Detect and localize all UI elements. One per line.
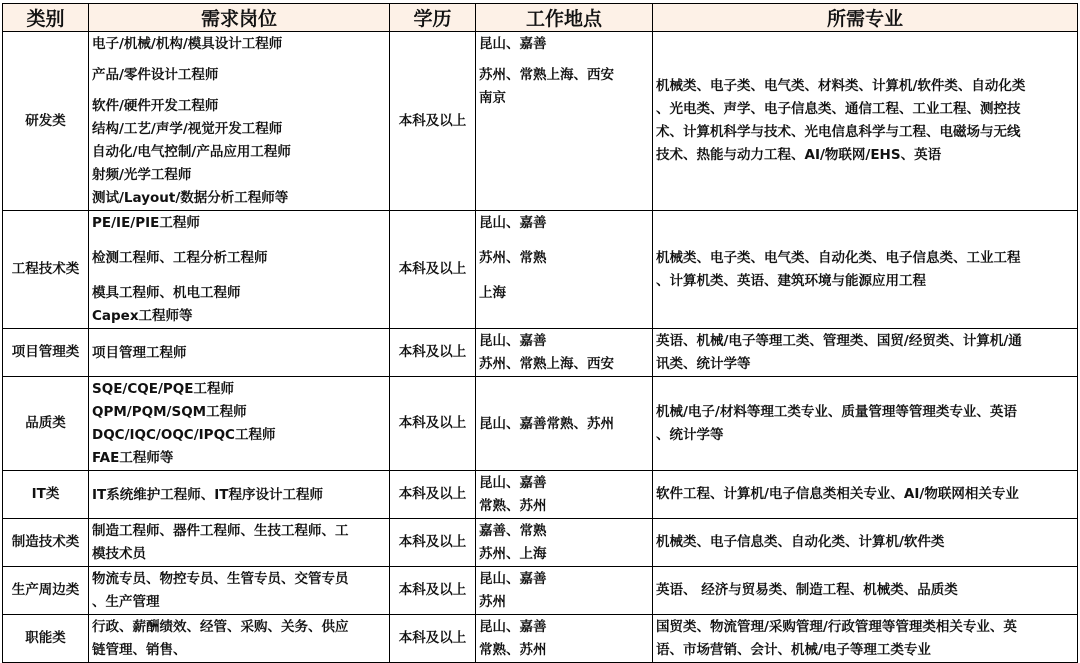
location-cell (476, 377, 653, 471)
education-cell: 本科及以上 (390, 211, 476, 329)
position-cell (89, 32, 390, 211)
position-line: 电子/机械/机构/模具设计工程师 (92, 36, 283, 52)
position-line: 行政、薪酬绩效、经管、采购、关务、供应 (92, 619, 349, 635)
major-line: 英语、机械/电子等理工类、管理类、国贸/经贸类、计算机/通 (656, 332, 1022, 349)
category-cell: 制造技术类 (3, 519, 89, 567)
category-cell: 品质类 (3, 377, 89, 471)
recruitment-table (2, 3, 1078, 663)
location-cell (476, 211, 653, 329)
location-line: 苏州、常熟上海、西安 (479, 67, 614, 83)
education-cell: 本科及以上 (390, 615, 476, 663)
position-line: 、生产管理 (92, 594, 160, 610)
header-row (3, 4, 1078, 32)
position-line: 物流专员、物控专员、生管专员、交管专员 (92, 571, 349, 587)
location-line: 苏州、上海 (479, 546, 547, 562)
category-cell: 职能类 (3, 615, 89, 663)
position-cell (89, 519, 390, 567)
position-line: DQC/IQC/OQC/IPQC工程师 (92, 427, 276, 443)
major-line: 、计算机类、英语、建筑环境与能源应用工程 (656, 272, 926, 289)
position-line: 射频/光学工程师 (92, 167, 192, 183)
table-row (3, 329, 1078, 377)
position-line: 模技术员 (92, 546, 146, 562)
position-cell (89, 211, 390, 329)
table-row (3, 615, 1078, 663)
location-line: 上海 (479, 285, 506, 301)
category-cell: 工程技术类 (3, 211, 89, 329)
major-line: 机械/电子/材料等理工类专业、质量管理等管理类专业、英语 (656, 403, 1017, 420)
position-line: 产品/零件设计工程师 (92, 67, 219, 83)
position-line: SQE/CQE/PQE工程师 (92, 381, 234, 397)
major-cell (653, 377, 1078, 471)
location-cell (476, 519, 653, 567)
position-cell (89, 567, 390, 615)
location-line: 苏州 (479, 594, 506, 610)
category-cell: 研发类 (3, 32, 89, 211)
major-line: 英语、 经济与贸易类、制造工程、机械类、品质类 (656, 582, 958, 598)
table-row (3, 471, 1078, 519)
location-line: 苏州、常熟上海、西安 (479, 356, 614, 372)
education-cell: 本科及以上 (390, 471, 476, 519)
location-line: 昆山、嘉善常熟、苏州 (479, 415, 614, 432)
major-line: 软件工程、计算机/电子信息类相关专业、AI/物联网相关专业 (656, 486, 1019, 502)
table-row (3, 211, 1078, 329)
major-line: 技术、热能与动力工程、AI/物联网/EHS、英语 (656, 147, 942, 163)
location-line: 常熟、苏州 (479, 498, 547, 514)
position-line: IT系统维护工程师、IT程序设计工程师 (92, 486, 323, 503)
major-cell (653, 519, 1078, 567)
position-line: 制造工程师、器件工程师、生技工程师、工 (92, 523, 349, 539)
major-line: 术、计算机科学与技术、光电信息科学与工程、电磁场与无线 (656, 124, 1021, 140)
header-position: 需求岗位 (89, 4, 390, 32)
position-line: QPM/PQM/SQM工程师 (92, 404, 247, 420)
location-line: 嘉善、常熟 (479, 523, 547, 539)
line-spacer (479, 270, 649, 282)
line-spacer (92, 87, 386, 95)
major-cell (653, 471, 1078, 519)
table-row (3, 519, 1078, 567)
line-spacer (92, 270, 386, 282)
major-line: 国贸类、物流管理/采购管理/行政管理等管理类相关专业、英 (656, 618, 1017, 635)
location-line: 苏州、常熟 (479, 250, 547, 266)
location-line: 昆山、嘉善 (479, 475, 547, 491)
position-line: 链管理、销售、 (92, 642, 187, 658)
position-cell (89, 471, 390, 519)
position-line: 自动化/电气控制/产品应用工程师 (92, 144, 291, 160)
major-line: 、统计学等 (656, 426, 724, 443)
position-line: FAE工程师等 (92, 450, 174, 466)
header-category: 类别 (3, 4, 89, 32)
position-cell (89, 377, 390, 471)
location-line: 南京 (479, 90, 506, 106)
major-cell (653, 615, 1078, 663)
location-line: 昆山、嘉善 (479, 619, 547, 635)
position-line: Capex工程师等 (92, 308, 193, 324)
location-line: 常熟、苏州 (479, 642, 547, 658)
header-location: 工作地点 (476, 4, 653, 32)
location-line: 昆山、嘉善 (479, 571, 547, 587)
position-line: 结构/工艺/声学/视觉开发工程师 (92, 121, 283, 137)
category-cell: 项目管理类 (3, 329, 89, 377)
major-line: 机械类、电子类、电气类、材料类、计算机/软件类、自动化类 (656, 78, 1026, 94)
location-cell (476, 329, 653, 377)
line-spacer (92, 56, 386, 64)
line-spacer (479, 235, 649, 247)
location-line: 昆山、嘉善 (479, 215, 547, 231)
major-line: 、光电类、声学、电子信息类、通信工程、工业工程、测控技 (656, 101, 1021, 117)
major-line: 机械类、电子信息类、自动化类、计算机/软件类 (656, 534, 945, 550)
category-cell: 生产周边类 (3, 567, 89, 615)
location-cell (476, 615, 653, 663)
education-cell: 本科及以上 (390, 32, 476, 211)
table-row (3, 377, 1078, 471)
table-row (3, 32, 1078, 211)
line-spacer (92, 235, 386, 247)
line-spacer (479, 56, 649, 64)
location-line: 昆山、嘉善 (479, 36, 547, 52)
education-cell: 本科及以上 (390, 329, 476, 377)
position-line: 软件/硬件开发工程师 (92, 98, 219, 114)
header-major: 所需专业 (653, 4, 1078, 32)
education-cell: 本科及以上 (390, 519, 476, 567)
position-cell (89, 615, 390, 663)
location-cell (476, 32, 653, 211)
education-cell: 本科及以上 (390, 377, 476, 471)
major-line: 讯类、统计学等 (656, 355, 751, 372)
major-cell (653, 32, 1078, 211)
major-line: 机械类、电子类、电气类、自动化类、电子信息类、工业工程 (656, 249, 1021, 266)
location-line: 昆山、嘉善 (479, 333, 547, 349)
position-line: 模具工程师、机电工程师 (92, 285, 241, 301)
major-cell (653, 567, 1078, 615)
education-cell: 本科及以上 (390, 567, 476, 615)
category-cell: IT类 (3, 471, 89, 519)
position-line: 项目管理工程师 (92, 344, 187, 361)
location-cell (476, 471, 653, 519)
position-line: 检测工程师、工程分析工程师 (92, 250, 268, 266)
position-cell (89, 329, 390, 377)
major-cell (653, 211, 1078, 329)
major-cell (653, 329, 1078, 377)
location-cell (476, 567, 653, 615)
major-line: 语、市场营销、会计、机械/电子等理工类专业 (656, 641, 931, 658)
position-line: PE/IE/PIE工程师 (92, 215, 200, 231)
position-line: 测试/Layout/数据分析工程师等 (92, 190, 289, 206)
table-row (3, 567, 1078, 615)
header-education: 学历 (390, 4, 476, 32)
